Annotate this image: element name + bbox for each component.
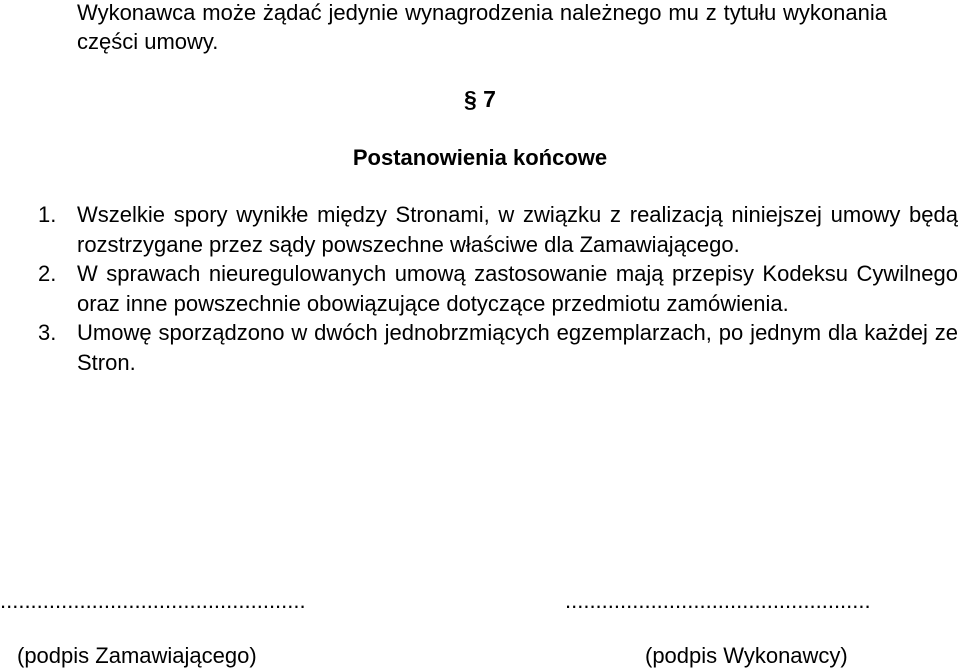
clause-text: Umowę sporządzono w dwóch jednobrzmiących egzemplarzach, po jednym dla każdej ze Stron. [77, 320, 958, 375]
clause-number: 1. [38, 202, 57, 227]
clause-item [38, 259, 958, 318]
clause-text: Wszelkie spory wynikłe między Stronami, w związku z realizacją niniejszej umowy będą rozstrzygane przez sądy powszechne właściwe dla Zamawiającego. [77, 202, 958, 257]
clause-number: 2. [38, 261, 57, 286]
signature-line-left: .................................................. [0, 588, 306, 613]
section-number: § 7 [464, 86, 496, 112]
signature-label-right: (podpis Wykonawcy) [645, 643, 848, 668]
section-title: Postanowienia końcowe [352, 145, 608, 170]
intro-paragraph: Wykonawca może żądać jedynie wynagrodzenia należnego mu z tytułu wykonania części umowy. [77, 0, 887, 54]
clause-list [38, 200, 958, 377]
clause-item [38, 318, 958, 377]
signature-label-left: (podpis Zamawiającego) [17, 643, 257, 668]
clause-item [38, 200, 958, 259]
signature-line-right: .................................................. [565, 588, 871, 613]
clause-text: W sprawach nieuregulowanych umową zastosowanie mają przepisy Kodeksu Cywilnego oraz inne powszechnie obowiązujące dotyczące przedmiotu zamówienia. [77, 261, 958, 316]
clause-number: 3. [38, 320, 57, 345]
